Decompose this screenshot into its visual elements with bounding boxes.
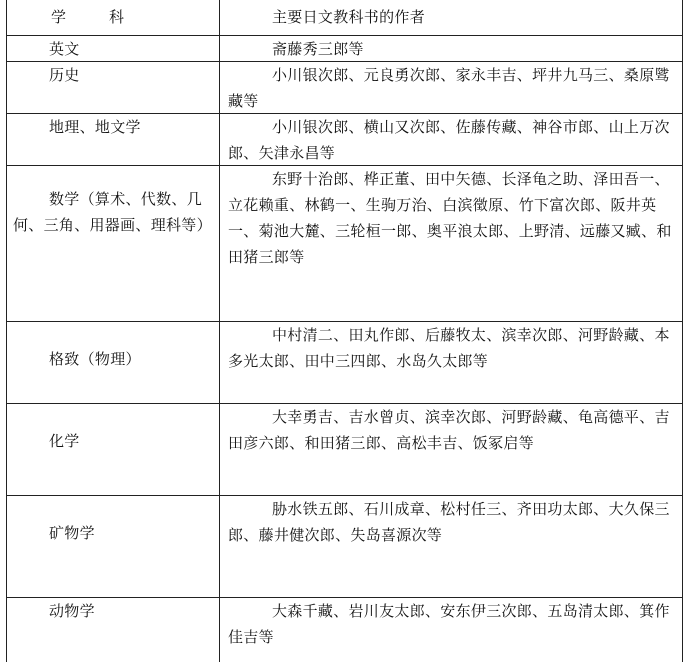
subject-cell	[7, 62, 219, 113]
authors-cell	[220, 598, 682, 662]
subject-cell	[7, 598, 219, 662]
header-subject-label: 学 科	[51, 8, 139, 26]
table-row	[7, 36, 682, 62]
header-authors-label: 主要日文教科书的作者	[272, 8, 426, 26]
authors-cell	[220, 36, 682, 61]
authors-text: 中村清二、田丸作郎、后藤牧太、滨幸次郎、河野龄藏、本多光太郎、田中三四郎、水岛久太郎等	[228, 326, 670, 370]
header-cell-subject	[7, 0, 219, 35]
table-header-row	[7, 0, 682, 36]
subject-text: 地理、地文学	[49, 118, 141, 136]
authors-text: 大幸勇吉、吉水曾贞、滨幸次郎、河野龄藏、龟高德平、吉田彦六郎、和田猪三郎、高松丰吉、饭冢启等	[228, 408, 670, 452]
table-row	[7, 166, 682, 322]
authors-text: 胁水铁五郎、石川成章、松村任三、齐田功太郎、大久保三郎、藤井健次郎、失岛喜源次等	[228, 500, 670, 544]
authors-cell	[220, 322, 682, 403]
subject-text: 矿物学	[49, 524, 95, 542]
authors-cell	[220, 496, 682, 597]
subject-text: 数学（算术、代数、几何、三角、用器画、理科等）	[13, 190, 212, 234]
authors-text: 小川银次郎、元良勇次郎、家永丰吉、坪井九马三、桑原骘藏等	[228, 66, 670, 110]
subject-cell	[7, 114, 219, 165]
table-row	[7, 62, 682, 114]
subject-cell	[7, 166, 219, 321]
table-row	[7, 114, 682, 166]
authors-text: 东野十治郎、桦正董、田中矢德、长泽龟之助、泽田吾一、立花赖重、林鹤一、生驹万治、白滨徵原、竹下富次郎、阪井英一、菊池大麓、三轮桓一郎、奥平浪太郎、上野清、远藤又臧、和田猪三郎等	[228, 170, 672, 266]
subject-text: 化学	[49, 432, 80, 450]
table-row	[7, 404, 682, 496]
table-row	[7, 496, 682, 598]
textbook-authors-table	[6, 0, 683, 662]
subject-text: 格致（物理）	[49, 350, 141, 368]
authors-text: 斋藤秀三郎等	[272, 40, 364, 58]
subject-cell	[7, 404, 219, 495]
authors-cell	[220, 114, 682, 165]
subject-cell	[7, 322, 219, 403]
authors-cell	[220, 404, 682, 495]
authors-cell	[220, 62, 682, 113]
table-row	[7, 598, 682, 662]
subject-text: 英文	[49, 40, 80, 58]
authors-cell	[220, 166, 682, 321]
header-cell-authors	[220, 0, 682, 35]
subject-text: 动物学	[49, 602, 95, 620]
subject-text: 历史	[49, 66, 80, 84]
authors-text: 大森千藏、岩川友太郎、安东伊三次郎、五岛清太郎、箕作佳吉等	[228, 602, 670, 646]
table-row	[7, 322, 682, 404]
authors-text: 小川银次郎、横山又次郎、佐藤传藏、神谷市郎、山上万次郎、矢津永昌等	[228, 118, 670, 162]
subject-cell	[7, 496, 219, 597]
subject-cell	[7, 36, 219, 61]
